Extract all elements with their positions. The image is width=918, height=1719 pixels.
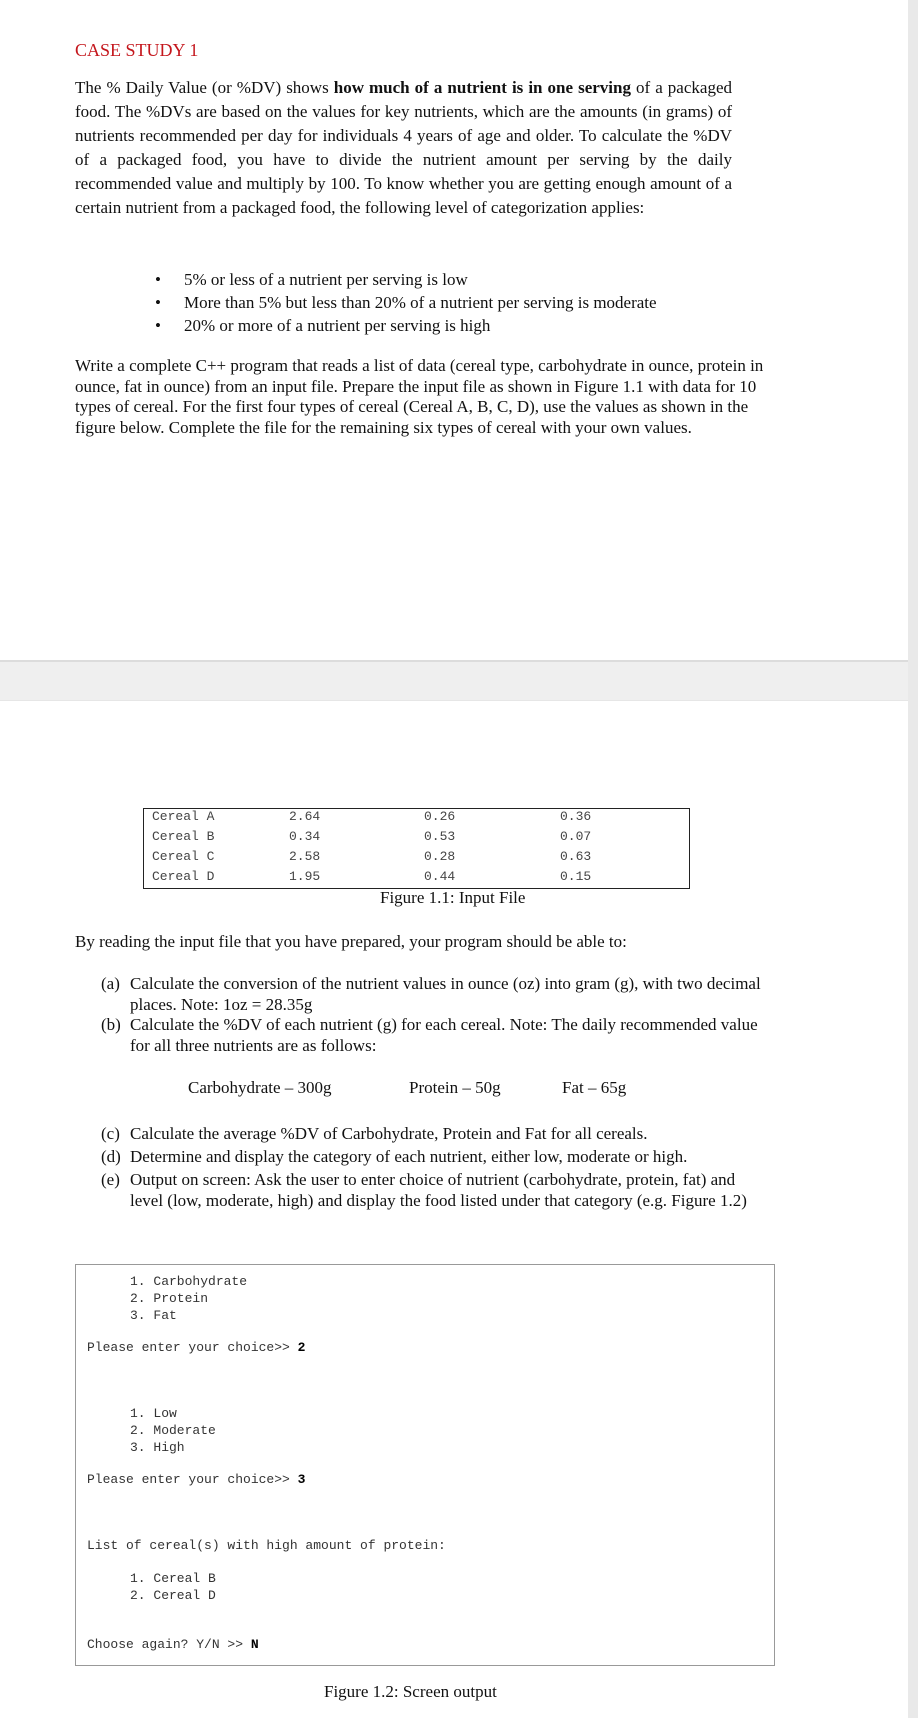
table-row: Cereal B 0.34 0.53 0.07 — [152, 829, 592, 844]
level-prompt: Please enter your choice>> 3 — [87, 1472, 306, 1487]
result-list: 1. Cereal B 2. Cereal D — [130, 1571, 216, 1603]
result-heading: List of cereal(s) with high amount of protein: — [87, 1538, 446, 1553]
task-d: (d) Determine and display the category of each nutrient, either low, moderate or high. — [101, 1147, 688, 1166]
daily-value-fat: Fat – 65g — [562, 1078, 627, 1097]
scrollbar-track[interactable] — [908, 0, 918, 1718]
intro-paragraph: The % Daily Value (or %DV) shows how much of a nutrient is in one serving of a packaged food. The %DVs are based on the values for key nutrients, which are the amounts (in grams) of nutrients recommended per day for individuals 4 years of age and older. To calculate the %DV of a packaged food, you have to divide the nutrient amount per serving by the daily recommended value and multiply by 100. To know whether you are getting enough amount of a certain nutrient from a packaged food, the following level of categorization applies: — [75, 78, 732, 217]
case-study-title: CASE STUDY 1 — [75, 40, 199, 60]
task-a: (a) Calculate the conversion of the nutrient values in ounce (oz) into gram (g), with two decimal places. Note: 1oz = 28.35g — [101, 974, 761, 1014]
task-c: (c) Calculate the average %DV of Carbohydrate, Protein and Fat for all cereals. — [101, 1124, 648, 1143]
figure-1-1-caption: Figure 1.1: Input File — [380, 888, 526, 907]
input-file-table — [143, 808, 690, 889]
page-1 — [0, 0, 908, 660]
nutrient-prompt: Please enter your choice>> 2 — [87, 1340, 306, 1355]
level-moderate: • More than 5% but less than 20% of a nutrient per serving is moderate — [155, 291, 657, 314]
tasks-intro: By reading the input file that you have prepared, your program should be able to: — [75, 932, 627, 951]
level-high: • 20% or more of a nutrient per serving is high — [155, 314, 657, 337]
figure-1-2-caption: Figure 1.2: Screen output — [324, 1682, 497, 1701]
page-break — [0, 660, 908, 702]
table-row: Cereal D 1.95 0.44 0.15 — [152, 869, 592, 884]
daily-value-protein: Protein – 50g — [409, 1078, 501, 1097]
program-description: Write a complete C++ program that reads a list of data (cereal type, carbohydrate in ounce, protein in ounce, fat in ounce) from an input file. Prepare the input file as shown in Figure 1.1 with data for 10 types of cereal. For the first four types of cereal (Cereal A, B, C, D), use the values as shown in the figure below. Complete the file for the remaining six types of cereal with your own values. — [75, 356, 764, 437]
task-b: (b) Calculate the %DV of each nutrient (g) for each cereal. Note: The daily recommended value for all three nutrients are as follows: — [101, 1015, 758, 1055]
again-prompt: Choose again? Y/N >> N — [87, 1637, 259, 1652]
nutrient-menu: 1. Carbohydrate 2. Protein 3. Fat — [130, 1274, 248, 1323]
daily-value-carbohydrate: Carbohydrate – 300g — [188, 1078, 332, 1097]
level-menu: 1. Low 2. Moderate 3. High — [130, 1406, 216, 1455]
task-e: (e) Output on screen: Ask the user to enter choice of nutrient (carbohydrate, protein, fat) and level (low, moderate, high) and display the food listed under that category (e.g. Figure 1.2) — [101, 1170, 747, 1210]
level-low: • 5% or less of a nutrient per serving is low — [155, 268, 657, 291]
level-bullet-list — [155, 268, 657, 337]
table-row: Cereal A 2.64 0.26 0.36 — [152, 809, 592, 824]
table-row: Cereal C 2.58 0.28 0.63 — [152, 849, 592, 864]
intro-bold-phrase: how much of a nutrient is in one serving — [333, 78, 631, 97]
screen-output-box — [75, 1264, 775, 1666]
